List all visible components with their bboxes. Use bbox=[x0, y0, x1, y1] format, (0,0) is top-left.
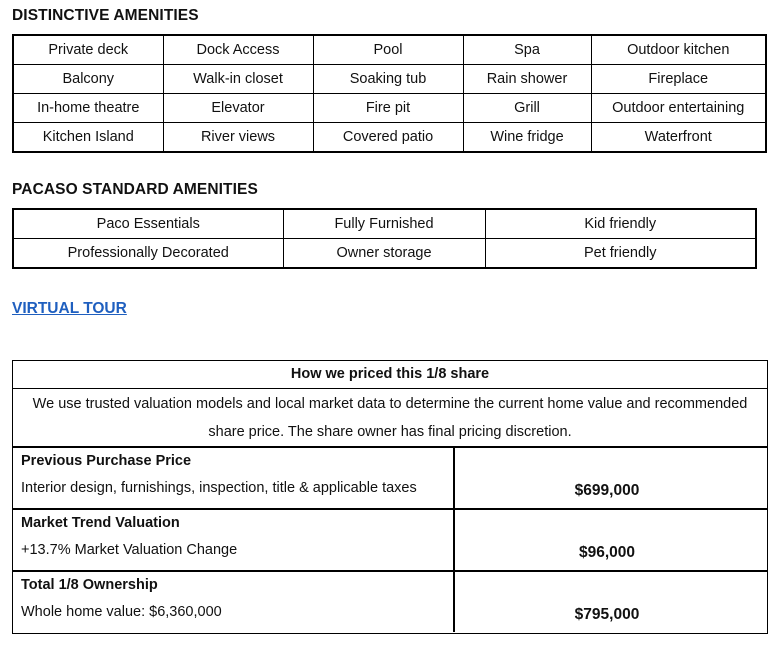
amenity-cell: Kitchen Island bbox=[13, 123, 163, 153]
pricing-row-sub: +13.7% Market Valuation Change bbox=[21, 542, 238, 558]
pricing-row-total-ownership bbox=[13, 570, 767, 632]
amenity-cell: Balcony bbox=[13, 65, 163, 94]
amenity-row bbox=[13, 35, 766, 65]
amenity-cell: Private deck bbox=[13, 35, 163, 65]
virtual-tour-link[interactable]: VIRTUAL TOUR bbox=[12, 300, 127, 317]
pricing-title: How we priced this 1/8 share bbox=[13, 361, 767, 389]
standard-amenity-cell: Pet friendly bbox=[485, 239, 756, 269]
pricing-description bbox=[13, 389, 767, 446]
amenity-row bbox=[13, 123, 766, 153]
pricing-row-label: Total 1/8 Ownership bbox=[21, 577, 158, 593]
pricing-row-value: $795,000 bbox=[574, 606, 640, 623]
pricing-table bbox=[12, 360, 768, 634]
standard-amenity-cell: Fully Furnished bbox=[283, 209, 485, 239]
standard-amenities-heading: PACASO STANDARD AMENITIES bbox=[12, 181, 258, 198]
pricing-row-sub: Whole home value: $6,360,000 bbox=[21, 604, 222, 620]
amenity-row bbox=[13, 94, 766, 123]
standard-amenity-cell: Kid friendly bbox=[485, 209, 756, 239]
amenity-cell: Dock Access bbox=[163, 35, 313, 65]
distinctive-amenities-heading: DISTINCTIVE AMENITIES bbox=[12, 7, 199, 24]
pricing-row-label: Market Trend Valuation bbox=[21, 515, 180, 531]
distinctive-amenities-table bbox=[12, 34, 767, 153]
amenity-cell: Walk-in closet bbox=[163, 65, 313, 94]
amenity-cell: Soaking tub bbox=[313, 65, 463, 94]
pricing-row-market-trend bbox=[13, 508, 767, 570]
amenity-cell: Rain shower bbox=[463, 65, 591, 94]
pricing-row-value: $96,000 bbox=[578, 544, 636, 561]
standard-amenities-table bbox=[12, 208, 757, 269]
amenity-cell: Pool bbox=[313, 35, 463, 65]
amenity-cell: Covered patio bbox=[313, 123, 463, 153]
amenity-cell: Outdoor kitchen bbox=[591, 35, 766, 65]
standard-amenity-row bbox=[13, 239, 756, 269]
standard-amenity-cell: Paco Essentials bbox=[13, 209, 283, 239]
pricing-row-label: Previous Purchase Price bbox=[21, 453, 192, 469]
pricing-description-line2: share price. The share owner has final pricing discretion. bbox=[208, 424, 572, 440]
amenity-cell: Elevator bbox=[163, 94, 313, 123]
amenity-cell: Waterfront bbox=[591, 123, 766, 153]
standard-amenity-row bbox=[13, 209, 756, 239]
standard-amenity-cell: Owner storage bbox=[283, 239, 485, 269]
amenity-row bbox=[13, 65, 766, 94]
amenity-cell: River views bbox=[163, 123, 313, 153]
amenity-cell: Wine fridge bbox=[463, 123, 591, 153]
amenity-cell: Spa bbox=[463, 35, 591, 65]
amenity-cell: Grill bbox=[463, 94, 591, 123]
pricing-description-line1: We use trusted valuation models and local market data to determine the current home value and recommended bbox=[32, 396, 748, 412]
standard-amenity-cell: Professionally Decorated bbox=[13, 239, 283, 269]
amenity-cell: In-home theatre bbox=[13, 94, 163, 123]
pricing-row-sub: Interior design, furnishings, inspection, title & applicable taxes bbox=[21, 480, 417, 496]
amenity-cell: Fireplace bbox=[591, 65, 766, 94]
amenity-cell: Fire pit bbox=[313, 94, 463, 123]
pricing-row-previous-purchase bbox=[13, 446, 767, 508]
amenity-cell: Outdoor entertaining bbox=[591, 94, 766, 123]
pricing-row-value: $699,000 bbox=[574, 482, 640, 499]
